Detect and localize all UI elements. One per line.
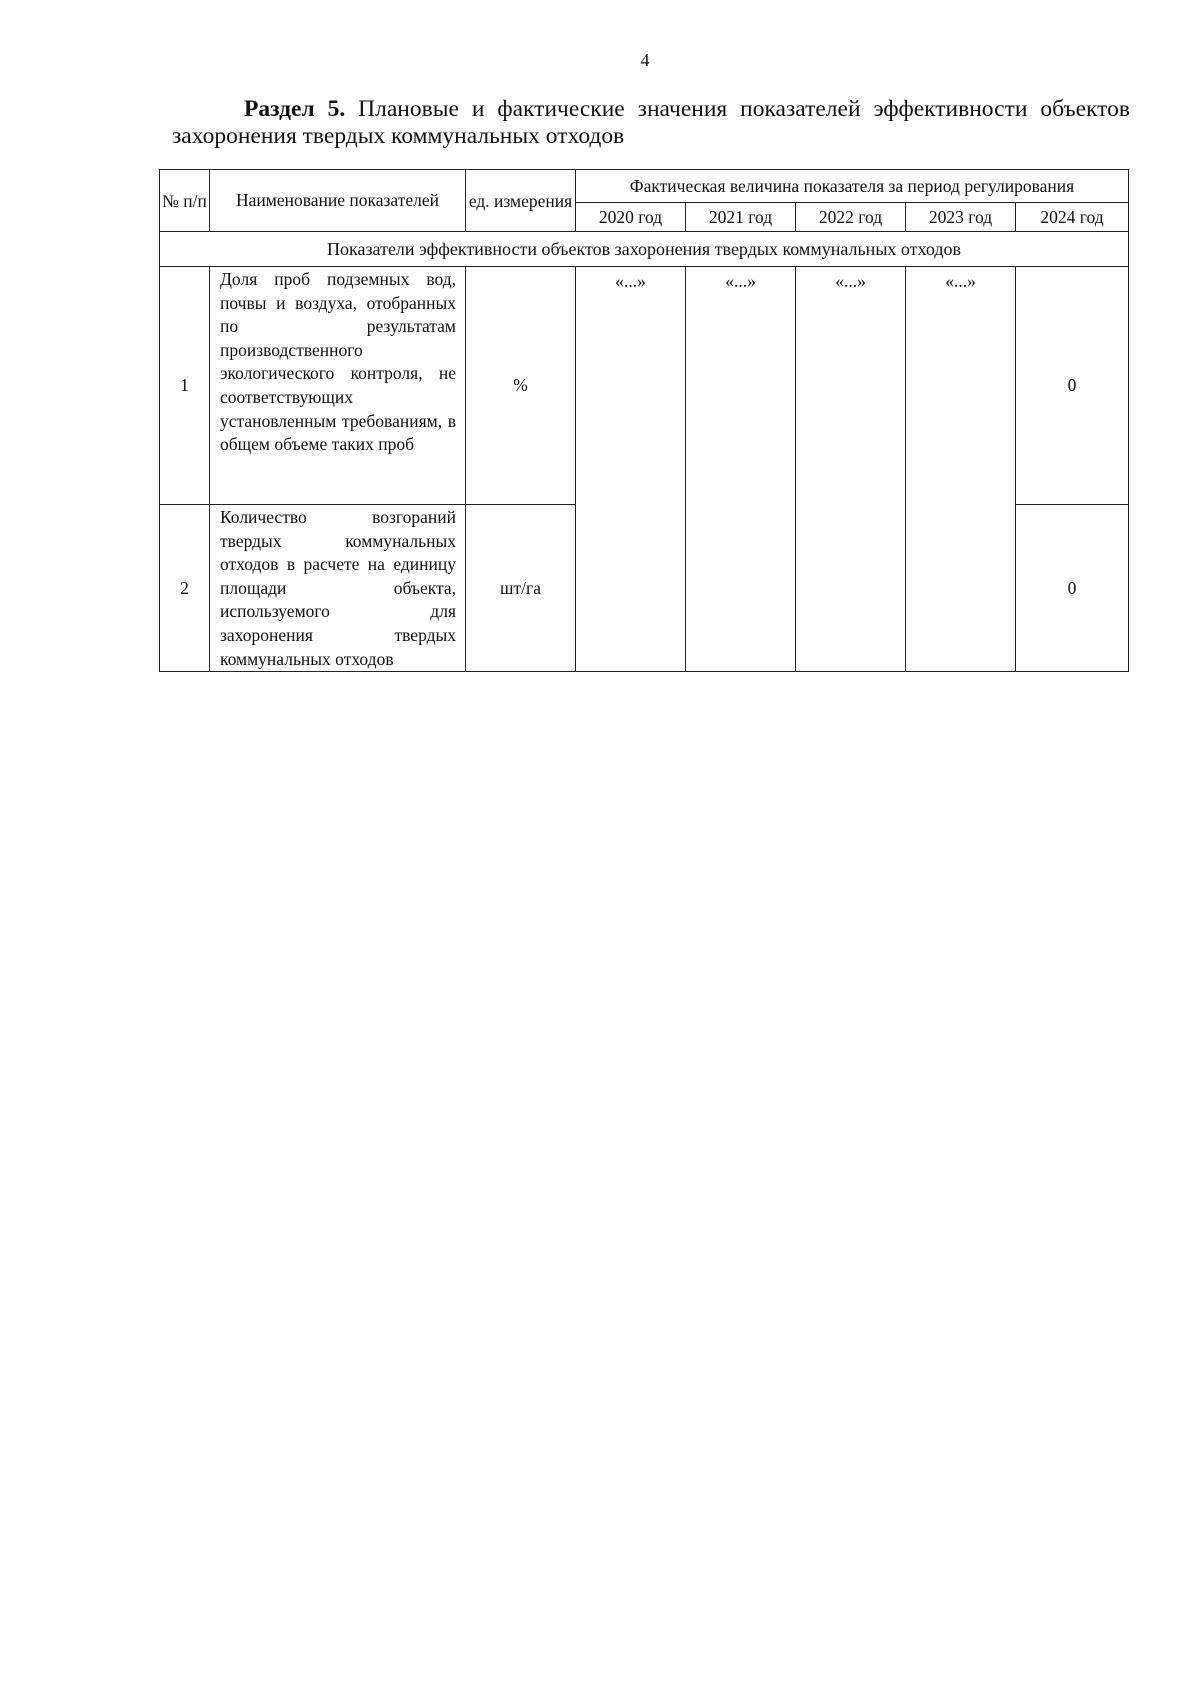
header-year-2020: 2020 год <box>576 203 686 232</box>
header-num: № п/п <box>160 170 210 232</box>
header-year-2022: 2022 год <box>796 203 906 232</box>
table-row <box>160 267 1129 505</box>
section-heading-label: Раздел 5. <box>244 96 346 122</box>
value-2020: «...» <box>576 267 686 672</box>
header-year-2021: 2021 год <box>686 203 796 232</box>
header-year-2024: 2024 год <box>1016 203 1129 232</box>
header-name: Наименование показателей <box>210 170 466 232</box>
header-unit: ед. измерения <box>466 170 576 232</box>
indicator-name: Количество возгораний твердых коммунальных отходов в расчете на единицу площади объекта, используемого для захоронения твердых коммунальных отходов <box>210 505 466 672</box>
page-number: 4 <box>640 50 650 70</box>
value-2024: 0 <box>1016 505 1129 672</box>
indicator-unit: шт/га <box>466 505 576 672</box>
section-heading-text: Плановые и фактические значения показателей эффективности объектов захоронения твердых коммунальных отходов <box>172 96 1130 149</box>
group-row <box>160 232 1129 267</box>
value-2023: «...» <box>906 267 1016 672</box>
indicator-name: Доля проб подземных вод, почвы и воздуха, отобранных по результатам производственного экологического контроля, не соответствующих установленным требованиям, в общем объеме таких проб <box>210 267 466 505</box>
header-year-2023: 2023 год <box>906 203 1016 232</box>
header-period: Фактическая величина показателя за период регулирования <box>576 170 1129 203</box>
section-heading <box>172 96 1130 150</box>
row-number: 2 <box>160 505 210 672</box>
indicator-unit: % <box>466 267 576 505</box>
value-2021: «...» <box>686 267 796 672</box>
indicators-table <box>159 169 1129 672</box>
header-row-top <box>160 170 1129 203</box>
row-number: 1 <box>160 267 210 505</box>
group-title: Показатели эффективности объектов захоронения твердых коммунальных отходов <box>160 232 1129 267</box>
value-2024: 0 <box>1016 267 1129 505</box>
value-2022: «...» <box>796 267 906 672</box>
